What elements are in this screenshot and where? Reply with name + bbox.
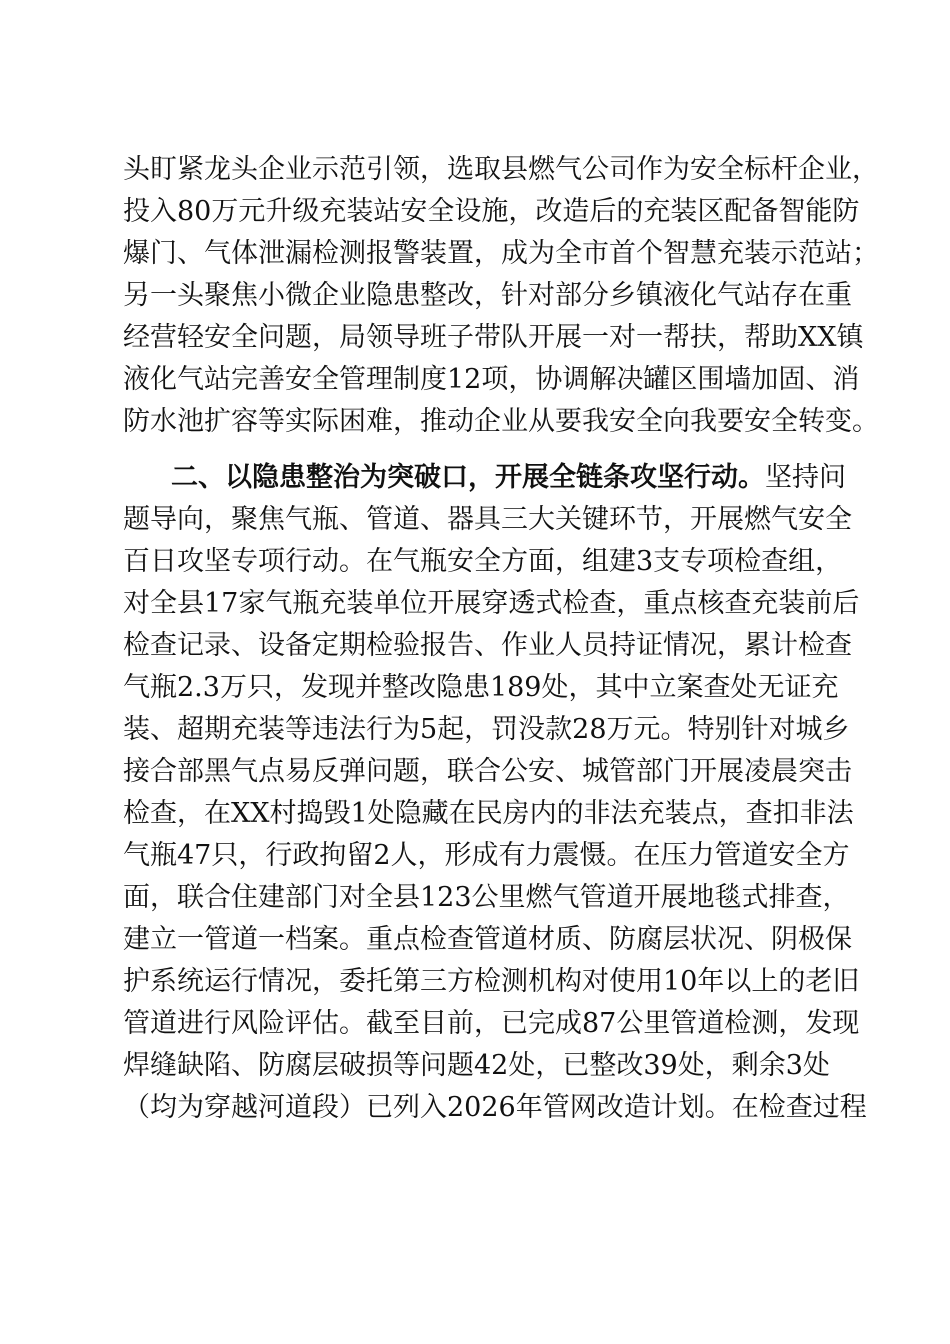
paragraph-first-line — [171, 458, 846, 498]
paragraph-line: 建立一管道一档案。重点检查管道材质、防腐层状况、阴极保 — [123, 924, 852, 955]
paragraph-line: 面，联合住建部门对全县123公里燃气管道开展地毯式排查， — [123, 882, 850, 913]
paragraph-first-line-rest: 坚持问 — [765, 462, 846, 493]
paragraph-line: 百日攻坚专项行动。在气瓶安全方面，组建3支专项检查组， — [123, 546, 843, 577]
paragraph-line: 投入80万元升级充装站安全设施，改造后的充装区配备智能防 — [123, 196, 860, 227]
paragraph-line: 检查记录、设备定期检验报告、作业人员持证情况，累计检查 — [123, 630, 852, 661]
paragraph-line: 气瓶47只，行政拘留2人，形成有力震慑。在压力管道安全方 — [123, 840, 850, 871]
paragraph-line: 检查，在XX村捣毁1处隐藏在民房内的非法充装点，查扣非法 — [123, 798, 854, 829]
section-heading: 二、以隐患整治为突破口，开展全链条攻坚行动。 — [171, 462, 765, 493]
paragraph-line: 焊缝缺陷、防腐层破损等问题42处，已整改39处，剩余3处 — [123, 1050, 830, 1081]
paragraph-line: 装、超期充装等违法行为5起，罚没款28万元。特别针对城乡 — [123, 714, 850, 745]
paragraph-line: 另一头聚焦小微企业隐患整改，针对部分乡镇液化气站存在重 — [123, 280, 852, 311]
paragraph-line: 护系统运行情况，委托第三方检测机构对使用10年以上的老旧 — [123, 966, 860, 997]
paragraph-line: 液化气站完善安全管理制度12项，协调解决罐区围墙加固、消 — [123, 364, 860, 395]
paragraph-line: 对全县17家气瓶充装单位开展穿透式检查，重点核查充装前后 — [123, 588, 860, 619]
paragraph-line: 防水池扩容等实际困难，推动企业从要我安全向我要安全转变。 — [123, 406, 879, 437]
paragraph-line: （均为穿越河道段）已列入2026年管网改造计划。在检查过程 — [123, 1092, 867, 1123]
paragraph-line: 管道进行风险评估。截至目前，已完成87公里管道检测，发现 — [123, 1008, 860, 1039]
paragraph-line: 爆门、气体泄漏检测报警装置，成为全市首个智慧充装示范站； — [123, 238, 879, 269]
paragraph-line: 接合部黑气点易反弹问题，联合公安、城管部门开展凌晨突击 — [123, 756, 852, 787]
paragraph-line: 经营轻安全问题，局领导班子带队开展一对一帮扶，帮助XX镇 — [123, 322, 864, 353]
paragraph-line: 题导向，聚焦气瓶、管道、器具三大关键环节，开展燃气安全 — [123, 504, 852, 535]
paragraph-line: 头盯紧龙头企业示范引领，选取县燃气公司作为安全标杆企业， — [123, 154, 879, 185]
paragraph-line: 气瓶2.3万只，发现并整改隐患189处，其中立案查处无证充 — [123, 672, 839, 703]
